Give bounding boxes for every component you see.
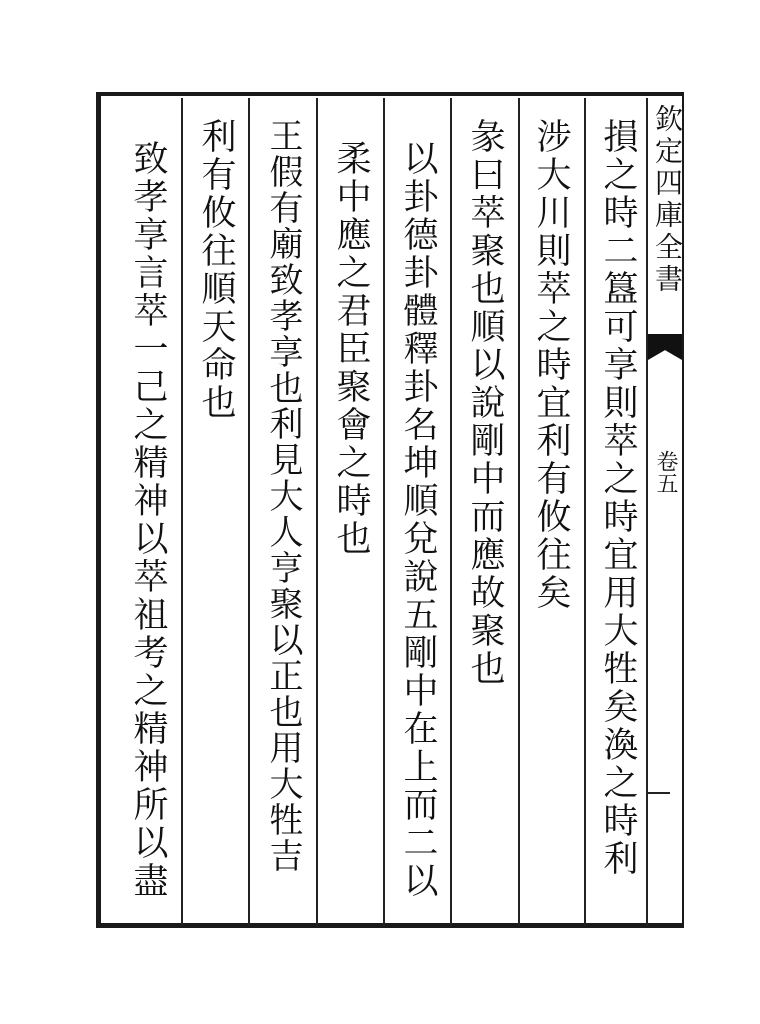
book-title: 欽定四庫全書 bbox=[651, 104, 684, 296]
margin-rule bbox=[646, 98, 648, 926]
text-column-6: 王假有廟致孝享也利見大人亨聚以正也用大牲吉 bbox=[263, 118, 303, 874]
text-column-3: 彖曰萃聚也順以說剛中而應故聚也 bbox=[465, 118, 505, 688]
column-rule bbox=[248, 98, 250, 926]
column-rule bbox=[316, 98, 318, 926]
text-column-2: 涉大川則萃之時宜利有攸往矣 bbox=[531, 118, 571, 612]
column-rule bbox=[450, 98, 452, 926]
text-column-4: 以卦德卦體釋卦名坤順兌說五剛中在上而二以 bbox=[398, 140, 438, 900]
margin-tick bbox=[648, 792, 670, 794]
text-column-1: 損之時二簋可享則萃之時宜用大牲矣渙之時利 bbox=[598, 118, 638, 878]
column-rule bbox=[383, 98, 385, 926]
text-column-5: 柔中應之君臣聚會之時也 bbox=[331, 140, 371, 558]
column-rule bbox=[584, 98, 586, 926]
text-column-8: 致孝享言萃一己之精神以萃祖考之精神所以盡 bbox=[128, 140, 168, 900]
column-rule bbox=[181, 98, 183, 926]
column-rule bbox=[518, 98, 520, 926]
text-column-7: 利有攸往順天命也 bbox=[196, 118, 236, 422]
volume-label: 卷五 bbox=[653, 450, 678, 494]
